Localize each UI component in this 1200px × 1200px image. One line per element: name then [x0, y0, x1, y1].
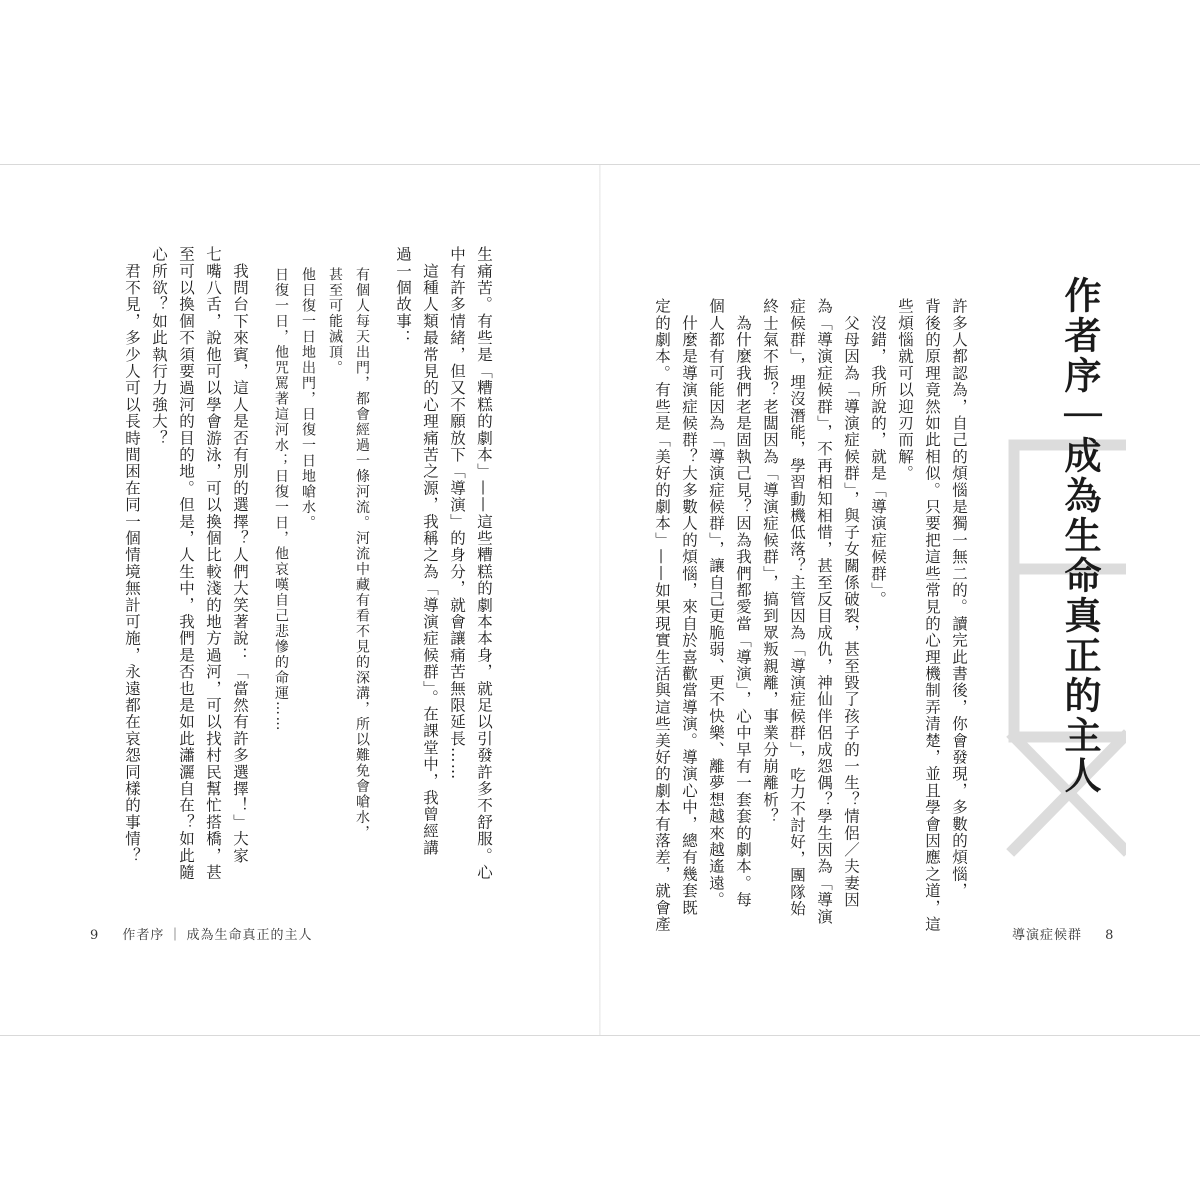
right-paragraph-line: 些煩惱就可以迎刃而解。 — [896, 298, 914, 482]
right-paragraph-line: 許多人都認為，自己的煩惱是獨一無二的。讀完此書後，你會發現，多數的煩惱， — [950, 298, 968, 900]
left-paragraph-line: 生痛苦。有些是「糟糕的劇本」——這些糟糕的劇本本身，就足以引發許多不舒服。心 — [475, 246, 493, 881]
right-paragraph-line: 個人都有可能因為「導演症候群」，讓自己更脆弱、更不快樂、離夢想越來越遙遠。 — [707, 298, 725, 909]
left-running-head: 作者序 — [122, 928, 165, 943]
right-paragraph-line: 為什麼我們老是固執己見？因為我們都愛當「導演」，心中早有一套套的劇本。每 — [734, 298, 752, 909]
right-paragraph-line: 終士氣不振？老闆因為「導演症候群」，搞到眾叛親離，事業分崩離析？ — [761, 298, 779, 825]
right-page-body — [648, 298, 972, 933]
left-paragraph-line: 至可以換個不須要過河的目的地。但是，人生中，我們是否也是如此瀟灑自在？如此隨 — [177, 246, 195, 881]
left-paragraph-line: 過一個故事： — [394, 246, 412, 347]
book-gutter — [599, 165, 601, 1035]
right-paragraph-line: 症候群」，埋沒潛能，學習動機低落？主管因為「導演症候群」，吃力不討好，團隊始 — [788, 298, 806, 918]
paragraph-spacer — [253, 246, 267, 846]
right-paragraph-line: 定的劇本。有些是「美好的劇本」——如果現實生活與這些美好的劇本有落差，就會產 — [653, 298, 671, 933]
right-page-footer — [1012, 924, 1114, 943]
right-paragraph-line: 沒錯，我所說的，就是「導演症候群」。 — [869, 298, 887, 608]
left-page-body — [118, 246, 497, 881]
left-running-title: 成為生命真正的主人 — [186, 928, 313, 943]
quote-line: 有個人每天出門，都會經過一條河流。河流中藏有看不見的深溝，所以難免會嗆水， — [354, 267, 370, 841]
running-head-separator: ｜ — [168, 928, 183, 943]
left-paragraph-line: 心所欲？如此執行力強大？ — [150, 246, 168, 447]
right-page-number: 8 — [1105, 928, 1115, 943]
paragraph-spacer — [375, 246, 389, 846]
right-running-head: 導演症候群 — [1012, 928, 1083, 943]
left-paragraph-line: 君不見，多少人可以長時間困在同一個情境無計可施，永遠都在哀怨同樣的事情？ — [123, 246, 141, 864]
right-paragraph-line: 父母因為「導演症候群」，與子女關係破裂，甚至毀了孩子的一生？情侶／夫妻因 — [842, 298, 860, 909]
left-paragraph-line: 七嘴八舌，說他可以學會游泳，可以換個比較淺的地方過河，可以找村民幫忙搭橋，甚 — [204, 246, 222, 881]
left-paragraph-line: 中有許多情緒，但又不願放下「導演」的身分，就會讓痛苦無限延長…… — [448, 246, 466, 781]
quote-line: 他日復一日地出門，日復一日地嗆水。 — [300, 267, 316, 531]
left-paragraph-line: 我問台下來賓，這人是否有別的選擇？人們大笑著說：「當然有許多選擇！」大家 — [231, 246, 249, 864]
chapter-title: 作者序｜成為生命真正的主人 — [1058, 276, 1101, 796]
quote-line: 甚至可能滅頂。 — [327, 267, 343, 376]
right-paragraph-line: 背後的原理竟然如此相似。只要把這些常見的心理機制弄清楚，並且學會因應之道，這 — [923, 298, 941, 933]
quote-line: 日復一日，他咒罵著這河水；日復一日，他哀嘆自己悲慘的命運…… — [273, 267, 289, 732]
story-quote — [267, 246, 375, 846]
right-paragraph-line: 什麼是導演症候群？大多數人的煩惱，來自於喜歡當導演。導演心中，總有幾套既 — [680, 298, 698, 916]
left-paragraph-line: 這種人類最常見的心理痛苦之源，我稱之為「導演症候群」。在課堂中，我曾經講 — [421, 246, 439, 857]
left-page-number: 9 — [90, 928, 100, 943]
left-page-footer — [90, 924, 312, 943]
right-paragraph-line: 為「導演症候群」，不再相知相惜，甚至反目成仇，神仙伴侶成怨偶？學生因為「導演 — [815, 298, 833, 925]
